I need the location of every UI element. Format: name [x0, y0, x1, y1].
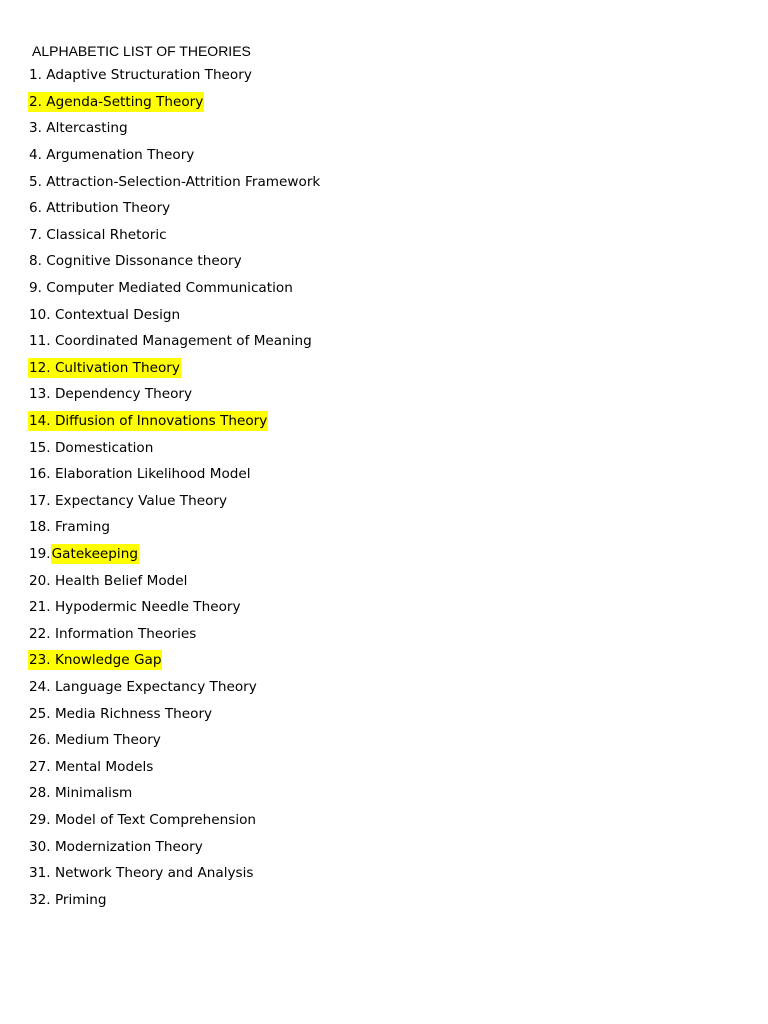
- list-item-label-highlighted: 2. Agenda-Setting Theory: [29, 93, 204, 110]
- list-item-label-highlighted: Gatekeeping: [51, 545, 138, 562]
- list-item-label: 22. Information Theories: [29, 625, 197, 642]
- list-item: [28, 62, 321, 89]
- list-item-label: 10. Contextual Design: [29, 306, 181, 323]
- list-item-label: 13. Dependency Theory: [29, 386, 193, 403]
- list-item-label: 17. Expectancy Value Theory: [29, 492, 228, 509]
- list-item-label: 1. Adaptive Structuration Theory: [29, 67, 252, 84]
- list-item: [28, 886, 321, 913]
- list-item: [28, 620, 321, 647]
- list-item: [28, 700, 321, 727]
- list-item-number: 19.: [29, 545, 51, 562]
- list-item: [28, 301, 321, 328]
- list-item: [28, 753, 321, 780]
- list-item-label: 8. Cognitive Dissonance theory: [29, 253, 242, 270]
- list-item: [28, 275, 321, 302]
- list-item: [28, 541, 321, 568]
- list-item: [28, 594, 321, 621]
- list-item: [28, 381, 321, 408]
- list-item: [28, 89, 321, 116]
- list-item: [28, 833, 321, 860]
- list-item-label: 4. Argumenation Theory: [29, 147, 195, 164]
- theory-list: [28, 62, 321, 913]
- list-item-label: 29. Model of Text Comprehension: [29, 811, 257, 828]
- list-item-label: 3. Altercasting: [29, 120, 128, 137]
- list-item-label: 28. Minimalism: [29, 785, 133, 802]
- list-item-label: 6. Attribution Theory: [29, 200, 171, 217]
- list-item: [28, 727, 321, 754]
- list-item-label: 32. Priming: [29, 891, 107, 908]
- list-item: [28, 142, 321, 169]
- list-item-label: 31. Network Theory and Analysis: [29, 865, 254, 882]
- list-item-label: 18. Framing: [29, 519, 110, 536]
- list-item-label: 5. Attraction-Selection-Attrition Framework: [29, 173, 321, 190]
- list-item: [28, 248, 321, 275]
- list-item: [28, 115, 321, 142]
- list-item-label: 25. Media Richness Theory: [29, 705, 213, 722]
- list-item: [28, 355, 321, 382]
- list-item-label: 27. Mental Models: [29, 758, 154, 775]
- list-item-label: 9. Computer Mediated Communication: [29, 280, 293, 297]
- list-item: [28, 434, 321, 461]
- list-item-label: 21. Hypodermic Needle Theory: [29, 599, 241, 616]
- list-item-label-highlighted: 14. Diffusion of Innovations Theory: [29, 413, 268, 430]
- list-item-label: 26. Medium Theory: [29, 732, 161, 749]
- list-item-label: 15. Domestication: [29, 439, 154, 456]
- document-title: ALPHABETIC LIST OF THEORIES: [32, 43, 251, 59]
- list-item-label: 30. Modernization Theory: [29, 838, 203, 855]
- list-item: [28, 567, 321, 594]
- list-item-label-highlighted: 23. Knowledge Gap: [29, 652, 162, 669]
- list-item-label: 11. Coordinated Management of Meaning: [29, 333, 312, 350]
- list-item-label: 16. Elaboration Likelihood Model: [29, 466, 251, 483]
- list-item-label-highlighted: 12. Cultivation Theory: [29, 359, 180, 376]
- list-item: [28, 461, 321, 488]
- list-item: [28, 408, 321, 435]
- list-item: [28, 222, 321, 249]
- list-item: [28, 860, 321, 887]
- list-item: [28, 780, 321, 807]
- list-item-label: 7. Classical Rhetoric: [29, 226, 167, 243]
- list-item: [28, 195, 321, 222]
- list-item: [28, 514, 321, 541]
- list-item: [28, 807, 321, 834]
- list-item: [28, 328, 321, 355]
- list-item: [28, 647, 321, 674]
- list-item: [28, 488, 321, 515]
- list-item: [28, 674, 321, 701]
- list-item-label: 24. Language Expectancy Theory: [29, 678, 257, 695]
- list-item-label: 20. Health Belief Model: [29, 572, 188, 589]
- list-item: [28, 168, 321, 195]
